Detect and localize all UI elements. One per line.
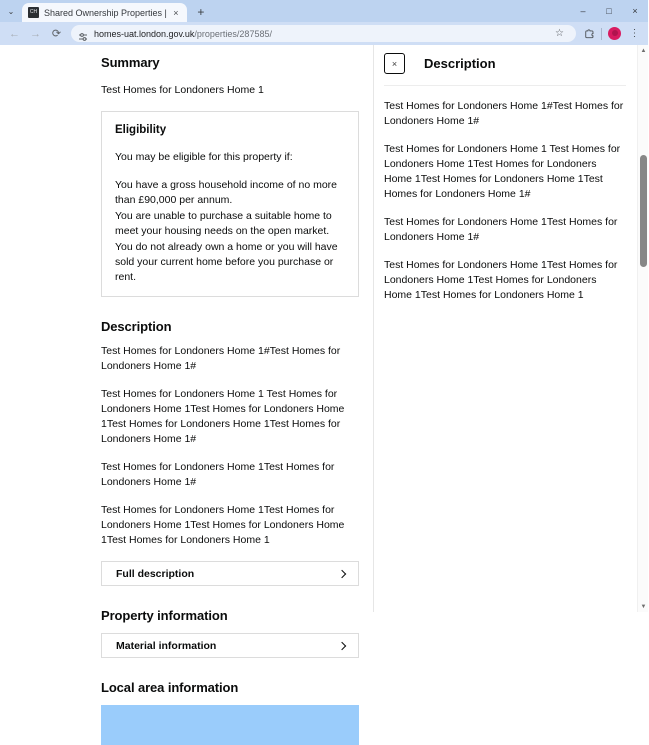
tab-strip: [0, 0, 648, 22]
summary-heading: Summary: [101, 55, 160, 70]
description-paragraph: Test Homes for Londoners Home 1Test Homes for Londoners Home 1Test Homes for Londoners Home 1Test Homes for Londoners Home 1: [101, 504, 345, 546]
scrollbar-thumb[interactable]: [640, 155, 647, 267]
local-area-information-heading: Local area information: [101, 680, 239, 695]
local-area-map[interactable]: [101, 705, 359, 745]
material-information-label: Material information: [116, 639, 217, 652]
property-information-heading: Property information: [101, 608, 228, 623]
description-paragraph: Test Homes for Londoners Home 1 Test Homes for Londoners Home 1Test Homes for Londoners Home 1Test Homes for Londoners Home 1Test Homes for Londoners Home 1#: [101, 388, 345, 445]
scroll-down-icon[interactable]: ▼: [640, 603, 647, 610]
maximize-button[interactable]: □: [606, 6, 612, 16]
split-panes: [0, 45, 648, 695]
profile-avatar[interactable]: [608, 27, 621, 40]
scroll-up-icon[interactable]: ▲: [640, 47, 647, 54]
panel-description-paragraph: Test Homes for Londoners Home 1Test Homes for Londoners Home 1#: [384, 216, 618, 243]
description-heading: Description: [101, 319, 172, 334]
eligibility-criterion: You are unable to purchase a suitable home to meet your housing needs on the open market.: [115, 210, 332, 237]
chevron-right-icon: [338, 569, 347, 578]
tab-title: Shared Ownership Properties |: [44, 7, 167, 18]
new-tab-icon[interactable]: +: [197, 5, 205, 19]
full-description-label: Full description: [116, 567, 195, 580]
site-settings-icon[interactable]: [78, 29, 88, 39]
browser-menu-icon[interactable]: ⋮: [629, 28, 640, 39]
reload-icon[interactable]: ⟳: [51, 28, 62, 40]
page-viewport: [0, 45, 648, 695]
url-path: /properties/287585/: [194, 28, 272, 39]
site-favicon-icon: CH: [28, 7, 39, 18]
extensions-puzzle-icon[interactable]: [580, 23, 599, 44]
panel-description-paragraph: Test Homes for Londoners Home 1#Test Homes for Londoners Home 1#: [384, 100, 624, 127]
address-bar[interactable]: [71, 25, 576, 42]
eligibility-heading: Eligibility: [115, 124, 167, 136]
browser-toolbar: [0, 22, 648, 45]
toolbar-divider: [601, 28, 602, 40]
full-description-button[interactable]: [101, 561, 359, 586]
forward-icon[interactable]: →: [30, 27, 41, 40]
back-icon[interactable]: ←: [9, 27, 20, 40]
description-panel: [374, 45, 648, 612]
panel-description-paragraph: Test Homes for Londoners Home 1 Test Homes for Londoners Home 1Test Homes for Londoners Home 1Test Homes for Londoners Home 1Test Homes for Londoners Home 1#: [384, 143, 621, 200]
minimize-button[interactable]: –: [580, 6, 586, 16]
url-text: [94, 29, 550, 39]
bookmark-star-icon[interactable]: ☆: [555, 28, 564, 39]
tab-search-icon[interactable]: ⌄: [7, 6, 15, 16]
eligibility-lead: You may be eligible for this property if:: [115, 151, 293, 163]
browser-tab[interactable]: [22, 3, 187, 22]
page-scrollbar[interactable]: [637, 45, 648, 612]
material-information-button[interactable]: [101, 633, 359, 658]
description-paragraph: Test Homes for Londoners Home 1#Test Homes for Londoners Home 1#: [101, 345, 341, 372]
description-panel-title: Description: [424, 56, 496, 71]
description-panel-header: [384, 53, 626, 86]
panel-description-paragraph: Test Homes for Londoners Home 1Test Homes for Londoners Home 1Test Homes for Londoners Home 1Test Homes for Londoners Home 1: [384, 259, 618, 301]
close-tab-icon[interactable]: ×: [173, 7, 179, 18]
close-panel-icon[interactable]: ×: [384, 53, 405, 74]
eligibility-criterion: You do not already own a home or you will have sold your current home before you purchase or rent.: [115, 241, 338, 283]
property-details-pane: [0, 45, 374, 695]
property-name: Test Homes for Londoners Home 1: [101, 84, 264, 96]
close-window-button[interactable]: ×: [632, 6, 638, 16]
url-host: homes-uat.london.gov.uk: [94, 28, 195, 39]
description-paragraph: Test Homes for Londoners Home 1Test Homes for Londoners Home 1#: [101, 461, 335, 488]
chevron-right-icon: [338, 641, 347, 650]
window-controls: [570, 0, 648, 22]
eligibility-criterion: You have a gross household income of no more than £90,000 per annum.: [115, 179, 338, 206]
eligibility-card: [101, 111, 359, 297]
